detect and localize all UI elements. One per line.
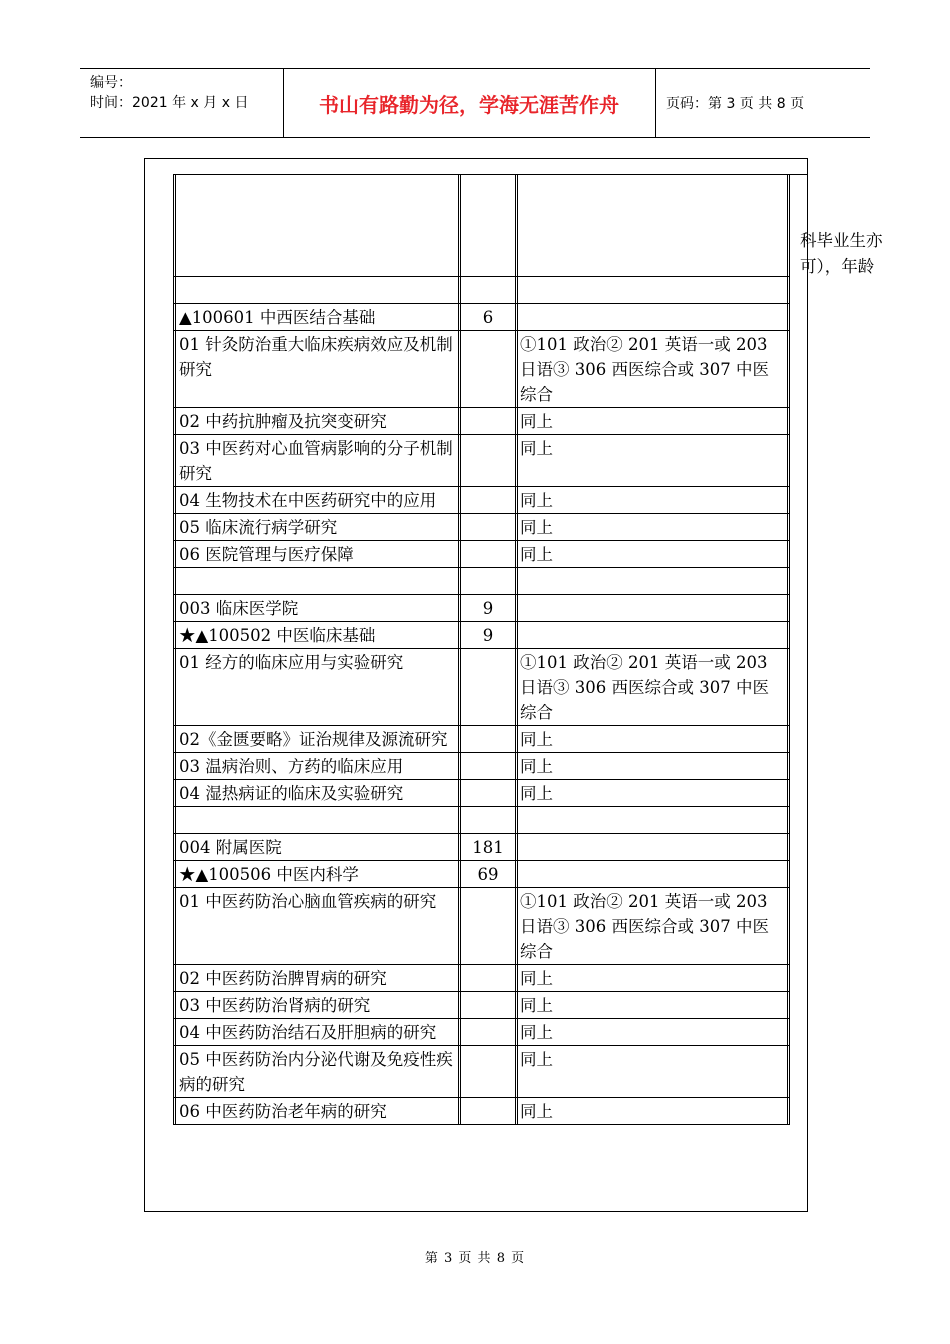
exam-subjects-cell bbox=[518, 568, 790, 594]
exam-subjects-cell: 同上 bbox=[518, 992, 790, 1018]
quota-cell bbox=[461, 174, 518, 276]
table-row bbox=[173, 514, 790, 541]
direction-cell: 01 中医药防治心脑血管疾病的研究 bbox=[173, 888, 461, 964]
table-header-row bbox=[173, 174, 790, 277]
quota-cell bbox=[461, 726, 518, 752]
quota-cell bbox=[461, 992, 518, 1018]
table-row bbox=[173, 487, 790, 514]
table-row bbox=[173, 304, 790, 331]
table-row bbox=[173, 277, 790, 304]
direction-cell: 03 中医药防治肾病的研究 bbox=[173, 992, 461, 1018]
exam-subjects-cell bbox=[518, 861, 790, 887]
quota-cell bbox=[461, 807, 518, 833]
exam-subjects-cell: 同上 bbox=[518, 541, 790, 567]
table-row bbox=[173, 1046, 790, 1098]
quota-cell bbox=[461, 408, 518, 434]
exam-subjects-cell: 同上 bbox=[518, 1098, 790, 1124]
table-row bbox=[173, 888, 790, 965]
quota-cell bbox=[461, 965, 518, 991]
table-row bbox=[173, 965, 790, 992]
program-table bbox=[173, 174, 790, 1125]
direction-cell: 02 中药抗肿瘤及抗突变研究 bbox=[173, 408, 461, 434]
table-row bbox=[173, 1019, 790, 1046]
quota-cell bbox=[461, 649, 518, 725]
quota-cell: 69 bbox=[461, 861, 518, 887]
page-number-label: 页码：第 3 页 共 8 页 bbox=[666, 96, 805, 112]
quota-cell bbox=[461, 1098, 518, 1124]
exam-subjects-cell bbox=[518, 304, 790, 330]
direction-cell: 004 附属医院 bbox=[173, 834, 461, 860]
exam-subjects-cell bbox=[518, 807, 790, 833]
page-footer: 第 3 页 共 8 页 bbox=[424, 1251, 526, 1266]
direction-cell: 04 湿热病证的临床及实验研究 bbox=[173, 780, 461, 806]
header-motto: 书山有路勤为径，学海无涯苦作舟 bbox=[319, 92, 619, 117]
exam-subjects-cell: 同上 bbox=[518, 965, 790, 991]
direction-cell: 05 临床流行病学研究 bbox=[173, 514, 461, 540]
exam-subjects-cell: 同上 bbox=[518, 1019, 790, 1045]
direction-cell: 03 中医药对心血管病影响的分子机制研究 bbox=[173, 435, 461, 486]
exam-subjects-cell bbox=[518, 174, 790, 276]
quota-cell bbox=[461, 780, 518, 806]
quota-cell bbox=[461, 435, 518, 486]
table-row bbox=[173, 861, 790, 888]
quota-cell: 9 bbox=[461, 595, 518, 621]
overflow-line: 可），年龄 bbox=[800, 257, 875, 276]
quota-cell bbox=[461, 753, 518, 779]
table-row bbox=[173, 1098, 790, 1125]
quota-cell: 181 bbox=[461, 834, 518, 860]
table-row bbox=[173, 807, 790, 834]
exam-subjects-cell: ①101 政治② 201 英语一或 203 日语③ 306 西医综合或 307 中医综合 bbox=[518, 331, 790, 407]
quota-cell bbox=[461, 1019, 518, 1045]
table-row bbox=[173, 726, 790, 753]
table-row bbox=[173, 834, 790, 861]
exam-subjects-cell: ①101 政治② 201 英语一或 203 日语③ 306 西医综合或 307 中医综合 bbox=[518, 888, 790, 964]
table-row bbox=[173, 753, 790, 780]
exam-subjects-cell bbox=[518, 834, 790, 860]
exam-subjects-cell: 同上 bbox=[518, 780, 790, 806]
page-header bbox=[80, 68, 870, 138]
direction-cell: 02《金匮要略》证治规律及源流研究 bbox=[173, 726, 461, 752]
direction-cell: 01 针灸防治重大临床疾病效应及机制研究 bbox=[173, 331, 461, 407]
direction-cell bbox=[173, 174, 461, 276]
direction-cell: 04 中医药防治结石及肝胆病的研究 bbox=[173, 1019, 461, 1045]
header-divider bbox=[655, 69, 656, 137]
direction-cell: 02 中医药防治脾胃病的研究 bbox=[173, 965, 461, 991]
direction-cell: 06 医院管理与医疗保障 bbox=[173, 541, 461, 567]
exam-subjects-cell: 同上 bbox=[518, 487, 790, 513]
direction-cell: 05 中医药防治内分泌代谢及免疫性疾病的研究 bbox=[173, 1046, 461, 1097]
quota-cell bbox=[461, 487, 518, 513]
table-row bbox=[173, 568, 790, 595]
table-row bbox=[173, 780, 790, 807]
exam-subjects-cell bbox=[518, 277, 790, 303]
quota-cell bbox=[461, 568, 518, 594]
time-label: 时间：2021 年 x 月 x 日 bbox=[90, 95, 249, 111]
table-row bbox=[173, 649, 790, 726]
table-row bbox=[173, 992, 790, 1019]
quota-cell: 9 bbox=[461, 622, 518, 648]
quota-cell bbox=[461, 541, 518, 567]
quota-cell bbox=[461, 514, 518, 540]
direction-cell: 003 临床医学院 bbox=[173, 595, 461, 621]
direction-cell: 01 经方的临床应用与实验研究 bbox=[173, 649, 461, 725]
direction-cell bbox=[173, 568, 461, 594]
direction-cell: 04 生物技术在中医药研究中的应用 bbox=[173, 487, 461, 513]
table-row bbox=[173, 408, 790, 435]
table-row bbox=[173, 595, 790, 622]
exam-subjects-cell bbox=[518, 595, 790, 621]
table-row bbox=[173, 622, 790, 649]
exam-subjects-cell: 同上 bbox=[518, 726, 790, 752]
header-meta bbox=[90, 73, 248, 113]
table-row bbox=[173, 435, 790, 487]
direction-cell: ★▲100502 中医临床基础 bbox=[173, 622, 461, 648]
exam-subjects-cell: ①101 政治② 201 英语一或 203 日语③ 306 西医综合或 307 中医综合 bbox=[518, 649, 790, 725]
table-row bbox=[173, 541, 790, 568]
direction-cell bbox=[173, 277, 461, 303]
quota-cell: 6 bbox=[461, 304, 518, 330]
exam-subjects-cell: 同上 bbox=[518, 514, 790, 540]
direction-cell: 06 中医药防治老年病的研究 bbox=[173, 1098, 461, 1124]
direction-cell bbox=[173, 807, 461, 833]
quota-cell bbox=[461, 277, 518, 303]
overflow-line: 科毕业生亦 bbox=[800, 231, 883, 250]
table-row bbox=[173, 331, 790, 408]
code-label: 编号： bbox=[90, 75, 132, 91]
exam-subjects-cell: 同上 bbox=[518, 408, 790, 434]
quota-cell bbox=[461, 1046, 518, 1097]
direction-cell: 03 温病治则、方药的临床应用 bbox=[173, 753, 461, 779]
exam-subjects-cell: 同上 bbox=[518, 435, 790, 486]
direction-cell: ★▲100506 中医内科学 bbox=[173, 861, 461, 887]
exam-subjects-cell: 同上 bbox=[518, 753, 790, 779]
quota-cell bbox=[461, 888, 518, 964]
exam-subjects-cell: 同上 bbox=[518, 1046, 790, 1097]
direction-cell: ▲100601 中西医结合基础 bbox=[173, 304, 461, 330]
quota-cell bbox=[461, 331, 518, 407]
exam-subjects-cell bbox=[518, 622, 790, 648]
overflow-text bbox=[800, 228, 883, 280]
